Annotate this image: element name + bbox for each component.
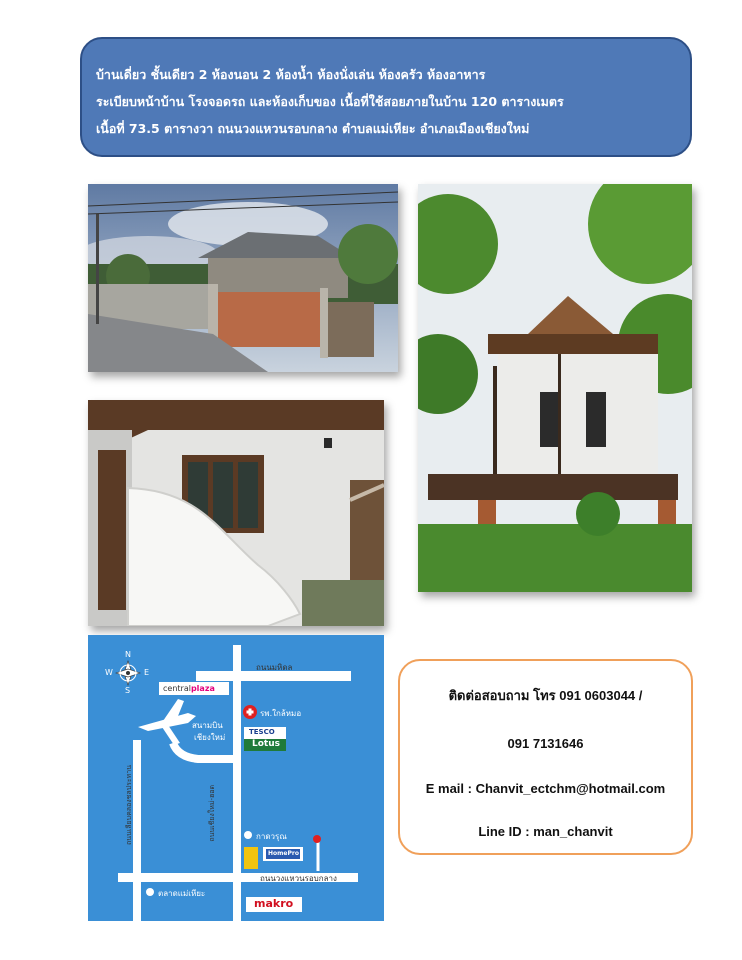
description-line-3: เนื้อที่ 73.5 ตารางวา ถนนวงแหวนรอบกลาง ตำบลแม่เหียะ อำเภอเมืองเชียงใหม่ <box>96 121 530 136</box>
description-line-1: บ้านเดี่ยว ชั้นเดียว 2 ห้องนอน 2 ห้องน้ำ ห้องนั่งเล่น ห้องครัว ห้องอาหาร <box>96 67 486 82</box>
contact-phone-2: 091 7131646 <box>507 736 584 751</box>
kad-label: กาดวรุณ <box>256 832 287 841</box>
central-plaza-logo: centralplaza <box>163 684 215 693</box>
contact-info-box <box>398 659 693 855</box>
photo-house-entrance <box>88 400 384 626</box>
compass-s: S <box>125 686 131 695</box>
contact-email: E mail : Chanvit_ectchm@hotmail.com <box>425 781 666 796</box>
makro-logo: makro <box>254 897 294 910</box>
market-label: ตลาดแม่เหียะ <box>158 889 206 898</box>
property-description-banner <box>80 37 692 157</box>
photo-house-terrace <box>418 184 692 592</box>
road-top-label: ถนนมหิดล <box>256 663 293 672</box>
compass-w: W <box>105 668 113 677</box>
description-line-2: ระเบียบหน้าบ้าน โรงจอดรถ และห้องเก็บของ เนื้อที่ใช้สอยภายในบ้าน 120 ตารางเมตร <box>96 94 564 109</box>
location-map <box>88 635 384 921</box>
photo-house-street-view <box>88 184 398 372</box>
compass-n: N <box>125 650 131 659</box>
market-marker <box>146 888 154 896</box>
kad-marker <box>244 831 252 839</box>
road-bottom-label: ถนนวงแหวนรอบกลาง <box>260 874 337 883</box>
tesco-label: TESCO <box>249 728 275 736</box>
airport-label-1: สนามบิน <box>192 721 223 730</box>
contact-line-id: Line ID : man_chanvit <box>478 824 613 839</box>
homepro-label: HomePro <box>268 850 299 857</box>
road-left-label: ถนนเชียงใหม่-ฮอด <box>208 785 216 842</box>
road-far-left-label: ถนนเลียบคลองชลประทาน <box>125 765 133 845</box>
compass-e: E <box>144 668 150 677</box>
airport-label-2: เชียงใหม่ <box>194 733 226 742</box>
contact-phone-label: ติดต่อสอบถาม โทร 091 0603044 / <box>448 688 643 703</box>
hospital-label: รพ.ใกล้หมอ <box>260 709 302 718</box>
airplane-icon <box>138 699 196 745</box>
lotus-label: Lotus <box>252 739 280 749</box>
compass-icon <box>116 661 140 685</box>
